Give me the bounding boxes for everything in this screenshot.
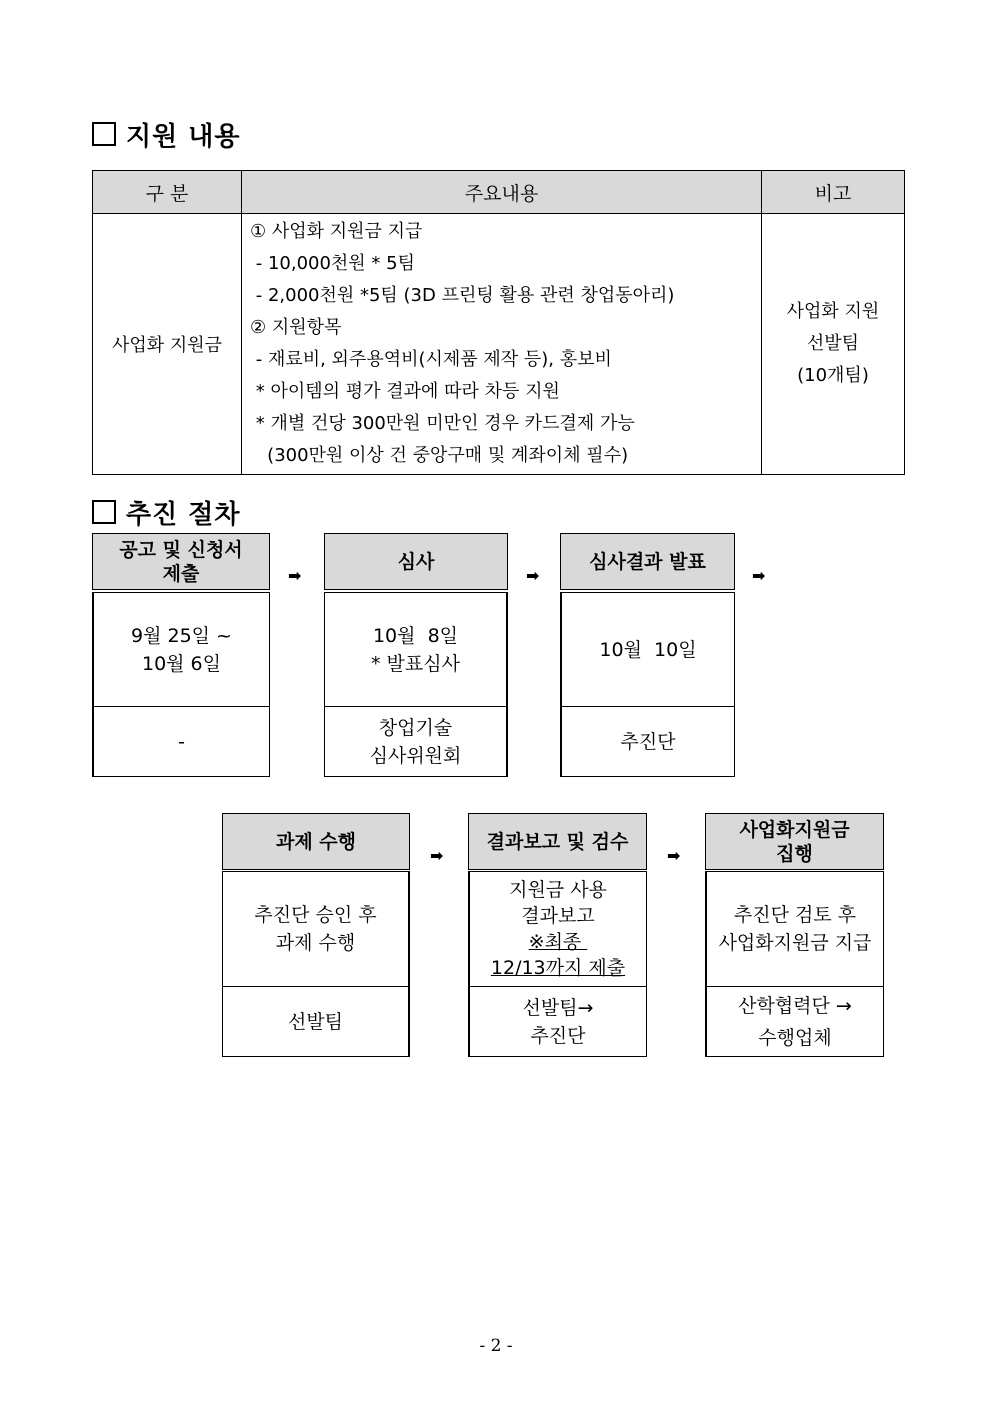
step-body-line: 결과보고 <box>521 905 595 927</box>
step5-body-box <box>468 871 647 1057</box>
step5-title <box>469 814 646 869</box>
step-body-line: 9월 25일 ~ <box>131 624 232 647</box>
step4-title <box>223 814 409 869</box>
step-owner-line: 수행업체 <box>758 1027 832 1049</box>
step5-body <box>470 872 646 986</box>
note-cell <box>762 214 905 475</box>
step2-body <box>325 593 506 706</box>
step-owner-line: 추진단 <box>620 731 676 753</box>
note-line: (10개팀) <box>797 365 869 386</box>
arrow-right-icon: ➡ <box>752 566 766 585</box>
step3-body <box>562 593 734 706</box>
step-owner-line: 선발팀→ <box>522 997 594 1019</box>
checkbox-square-icon <box>92 122 116 146</box>
checkbox-square-icon <box>92 500 116 524</box>
step-title-line: 공고 및 신청서 <box>119 538 243 561</box>
content-line: * 아이템의 평가 결과에 따라 차등 지원 <box>250 381 560 402</box>
section-title-text: 추진 절차 <box>126 500 241 530</box>
step-title-line: 심사결과 발표 <box>589 550 706 573</box>
step1-title <box>93 534 269 589</box>
table-row <box>93 214 905 475</box>
step-body-line: 과제 수행 <box>275 932 356 954</box>
arrow-right-icon: ➡ <box>430 846 444 865</box>
content-line: ② 지원항목 <box>250 317 342 338</box>
content-line: ① 사업화 지원금 지급 <box>250 221 423 242</box>
support-table <box>92 170 905 475</box>
step1-owner <box>94 706 269 777</box>
step1-body-box <box>92 592 270 777</box>
step6-body-box <box>705 871 884 1057</box>
step-title-line: 집행 <box>776 842 813 865</box>
step-owner-line: - <box>178 731 185 753</box>
step5-title-box <box>468 813 647 870</box>
section-title-support <box>92 116 241 153</box>
step-body-line: 추진단 검토 후 <box>733 904 857 926</box>
content-line: * 개별 건당 300만원 미만인 경우 카드결제 가능 <box>250 413 635 434</box>
step4-owner <box>223 986 408 1057</box>
step3-title <box>561 534 734 589</box>
arrow-right-icon: ➡ <box>526 566 540 585</box>
section-title-text: 지원 내용 <box>126 122 241 152</box>
header-content: 주요내용 <box>242 171 762 214</box>
step-title-line: 결과보고 및 검수 <box>486 830 629 853</box>
step-body-line: 사업화지원금 지급 <box>718 932 872 954</box>
step-body-line: ※최종 <box>528 931 588 953</box>
arrow-right-icon: ➡ <box>667 846 681 865</box>
step-owner-line: 추진단 <box>530 1025 586 1047</box>
step3-owner <box>562 706 734 777</box>
arrow-right-icon: ➡ <box>288 566 302 585</box>
step-body-line: 12/13까지 제출 <box>490 957 626 979</box>
step3-title-box <box>560 533 735 590</box>
page-number: - 2 - <box>479 1336 513 1356</box>
step6-body <box>707 872 883 986</box>
step-title-line: 심사 <box>397 550 435 573</box>
step-body-line: 10월 8일 <box>372 624 459 647</box>
step1-title-box <box>92 533 270 590</box>
step-title-line: 제출 <box>162 562 200 585</box>
step-owner-line: 창업기술 <box>378 717 453 739</box>
step-body-line: 추진단 승인 후 <box>254 904 377 926</box>
step-title-line: 사업화지원금 <box>739 818 850 841</box>
step6-title <box>706 814 883 869</box>
step-body-line: 10월 10일 <box>599 638 697 661</box>
step4-body <box>223 872 408 986</box>
content-cell <box>242 214 762 475</box>
step1-body <box>94 593 269 706</box>
step3-body-box <box>560 592 735 777</box>
step-body-line: * 발표심사 <box>371 652 460 675</box>
step2-owner <box>325 706 506 777</box>
content-line: - 재료비, 외주용역비(시제품 제작 등), 홍보비 <box>250 349 612 370</box>
step-body-line: 10월 6일 <box>141 652 221 675</box>
step-owner-line: 산학협력단 → <box>738 995 852 1017</box>
content-line: - 10,000천원 * 5팀 <box>250 253 415 274</box>
content-line: - 2,000천원 *5팀 (3D 프린팅 활용 관련 창업동아리) <box>250 285 675 306</box>
step-body-line: 지원금 사용 <box>509 879 607 901</box>
step6-title-box <box>705 813 884 870</box>
step-title-line: 과제 수행 <box>275 830 357 853</box>
step2-title <box>325 534 507 589</box>
table-header-row <box>93 171 905 214</box>
content-line: (300만원 이상 건 중앙구매 및 계좌이체 필수) <box>250 445 629 466</box>
note-line: 선발팀 <box>806 333 860 354</box>
step6-owner <box>707 986 883 1057</box>
header-category: 구 분 <box>93 171 242 214</box>
step4-title-box <box>222 813 410 870</box>
step-owner-line: 심사위원회 <box>369 745 462 767</box>
step2-title-box <box>324 533 508 590</box>
step5-owner <box>470 986 646 1057</box>
step2-body-box <box>324 592 508 777</box>
section-title-procedure <box>92 494 241 531</box>
header-note: 비고 <box>762 171 905 214</box>
step4-body-box <box>222 871 410 1057</box>
category-cell: 사업화 지원금 <box>93 214 242 475</box>
step-owner-line: 선발팀 <box>287 1011 344 1033</box>
note-line: 사업화 지원 <box>786 301 880 322</box>
